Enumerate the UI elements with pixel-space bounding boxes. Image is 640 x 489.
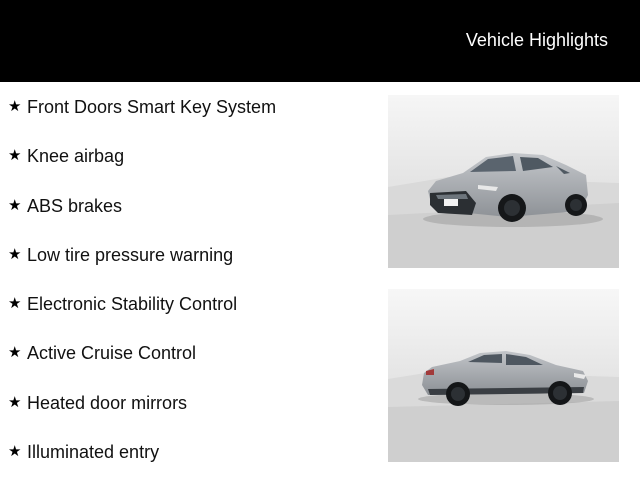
feature-label: Low tire pressure warning <box>27 244 234 265</box>
star-icon: ★ <box>8 393 22 411</box>
feature-item <box>8 341 378 390</box>
feature-item <box>8 144 378 193</box>
feature-label: Front Doors Smart Key System <box>27 97 277 117</box>
star-icon: ★ <box>8 147 22 165</box>
page-title: Vehicle Highlights <box>465 30 608 50</box>
star-icon: ★ <box>8 295 22 313</box>
feature-item <box>8 391 378 440</box>
star-icon: ★ <box>8 98 22 115</box>
feature-item <box>8 292 378 341</box>
star-icon: ★ <box>8 344 22 362</box>
feature-item <box>8 243 378 292</box>
star-icon: ★ <box>8 443 22 461</box>
feature-item <box>8 194 378 243</box>
feature-label: Knee airbag <box>27 146 125 167</box>
car-front-three-quarter-photo <box>388 95 619 268</box>
star-icon: ★ <box>8 245 22 263</box>
feature-item <box>8 95 378 144</box>
feature-label: Illuminated entry <box>27 442 160 463</box>
car-side-profile-photo <box>388 289 619 462</box>
feature-label: Active Cruise Control <box>27 343 197 364</box>
feature-list <box>8 95 378 489</box>
feature-label: Heated door mirrors <box>27 392 188 413</box>
header-bar <box>0 0 640 82</box>
feature-label: Electronic Stability Control <box>27 294 238 315</box>
star-icon: ★ <box>8 196 22 214</box>
feature-item <box>8 440 378 489</box>
feature-label: ABS brakes <box>27 195 123 216</box>
